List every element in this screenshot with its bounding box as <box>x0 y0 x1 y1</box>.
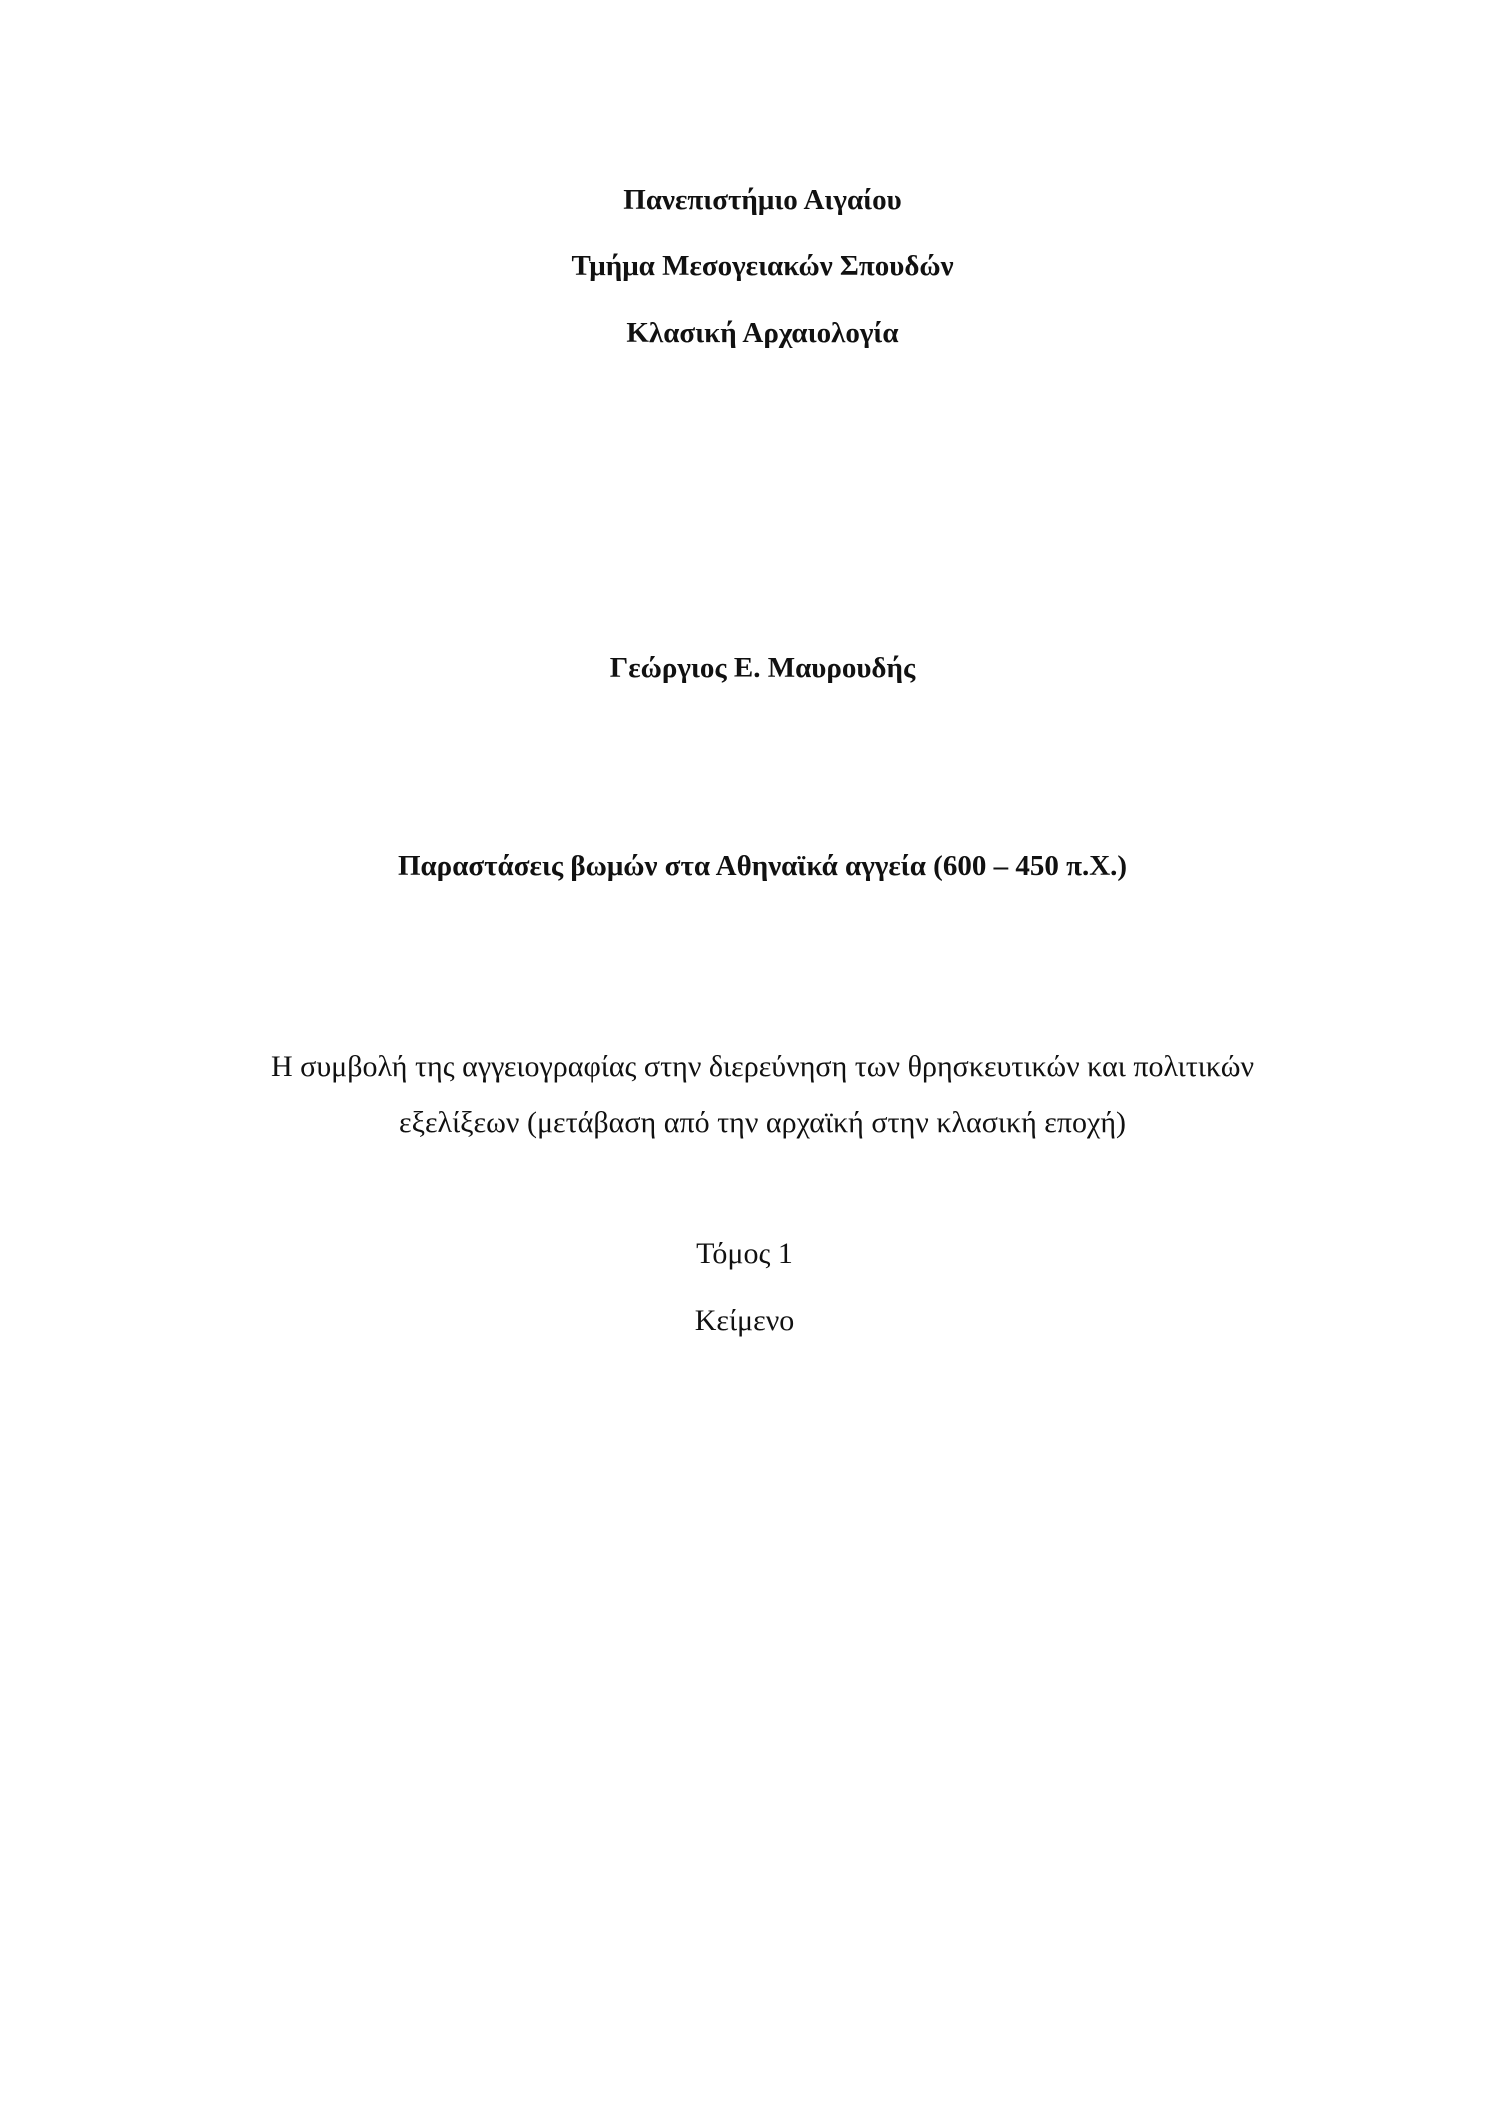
thesis-title: Παραστάσεις βωμών στα Αθηναϊκά αγγεία (600 – 450 π.Χ.) <box>397 850 1128 882</box>
thesis-subtitle-line-1: Η συμβολή της αγγειογραφίας στην διερεύνηση των θρησκευτικών και πολιτικών <box>270 1050 1255 1083</box>
field-name: Κλασική Αρχαιολογία <box>626 317 899 349</box>
university-name: Πανεπιστήμιο Αιγαίου <box>623 184 902 216</box>
thesis-subtitle-line-2: εξελίξεων (μετάβαση από την αρχαϊκή στην κλασική εποχή) <box>398 1106 1127 1139</box>
part-label: Κείμενο <box>694 1304 795 1337</box>
author-name: Γεώργιος Ε. Μαυρουδής <box>609 652 916 684</box>
volume-label: Τόμος 1 <box>696 1237 793 1270</box>
department-name: Τμήμα Μεσογειακών Σπουδών <box>571 250 954 282</box>
